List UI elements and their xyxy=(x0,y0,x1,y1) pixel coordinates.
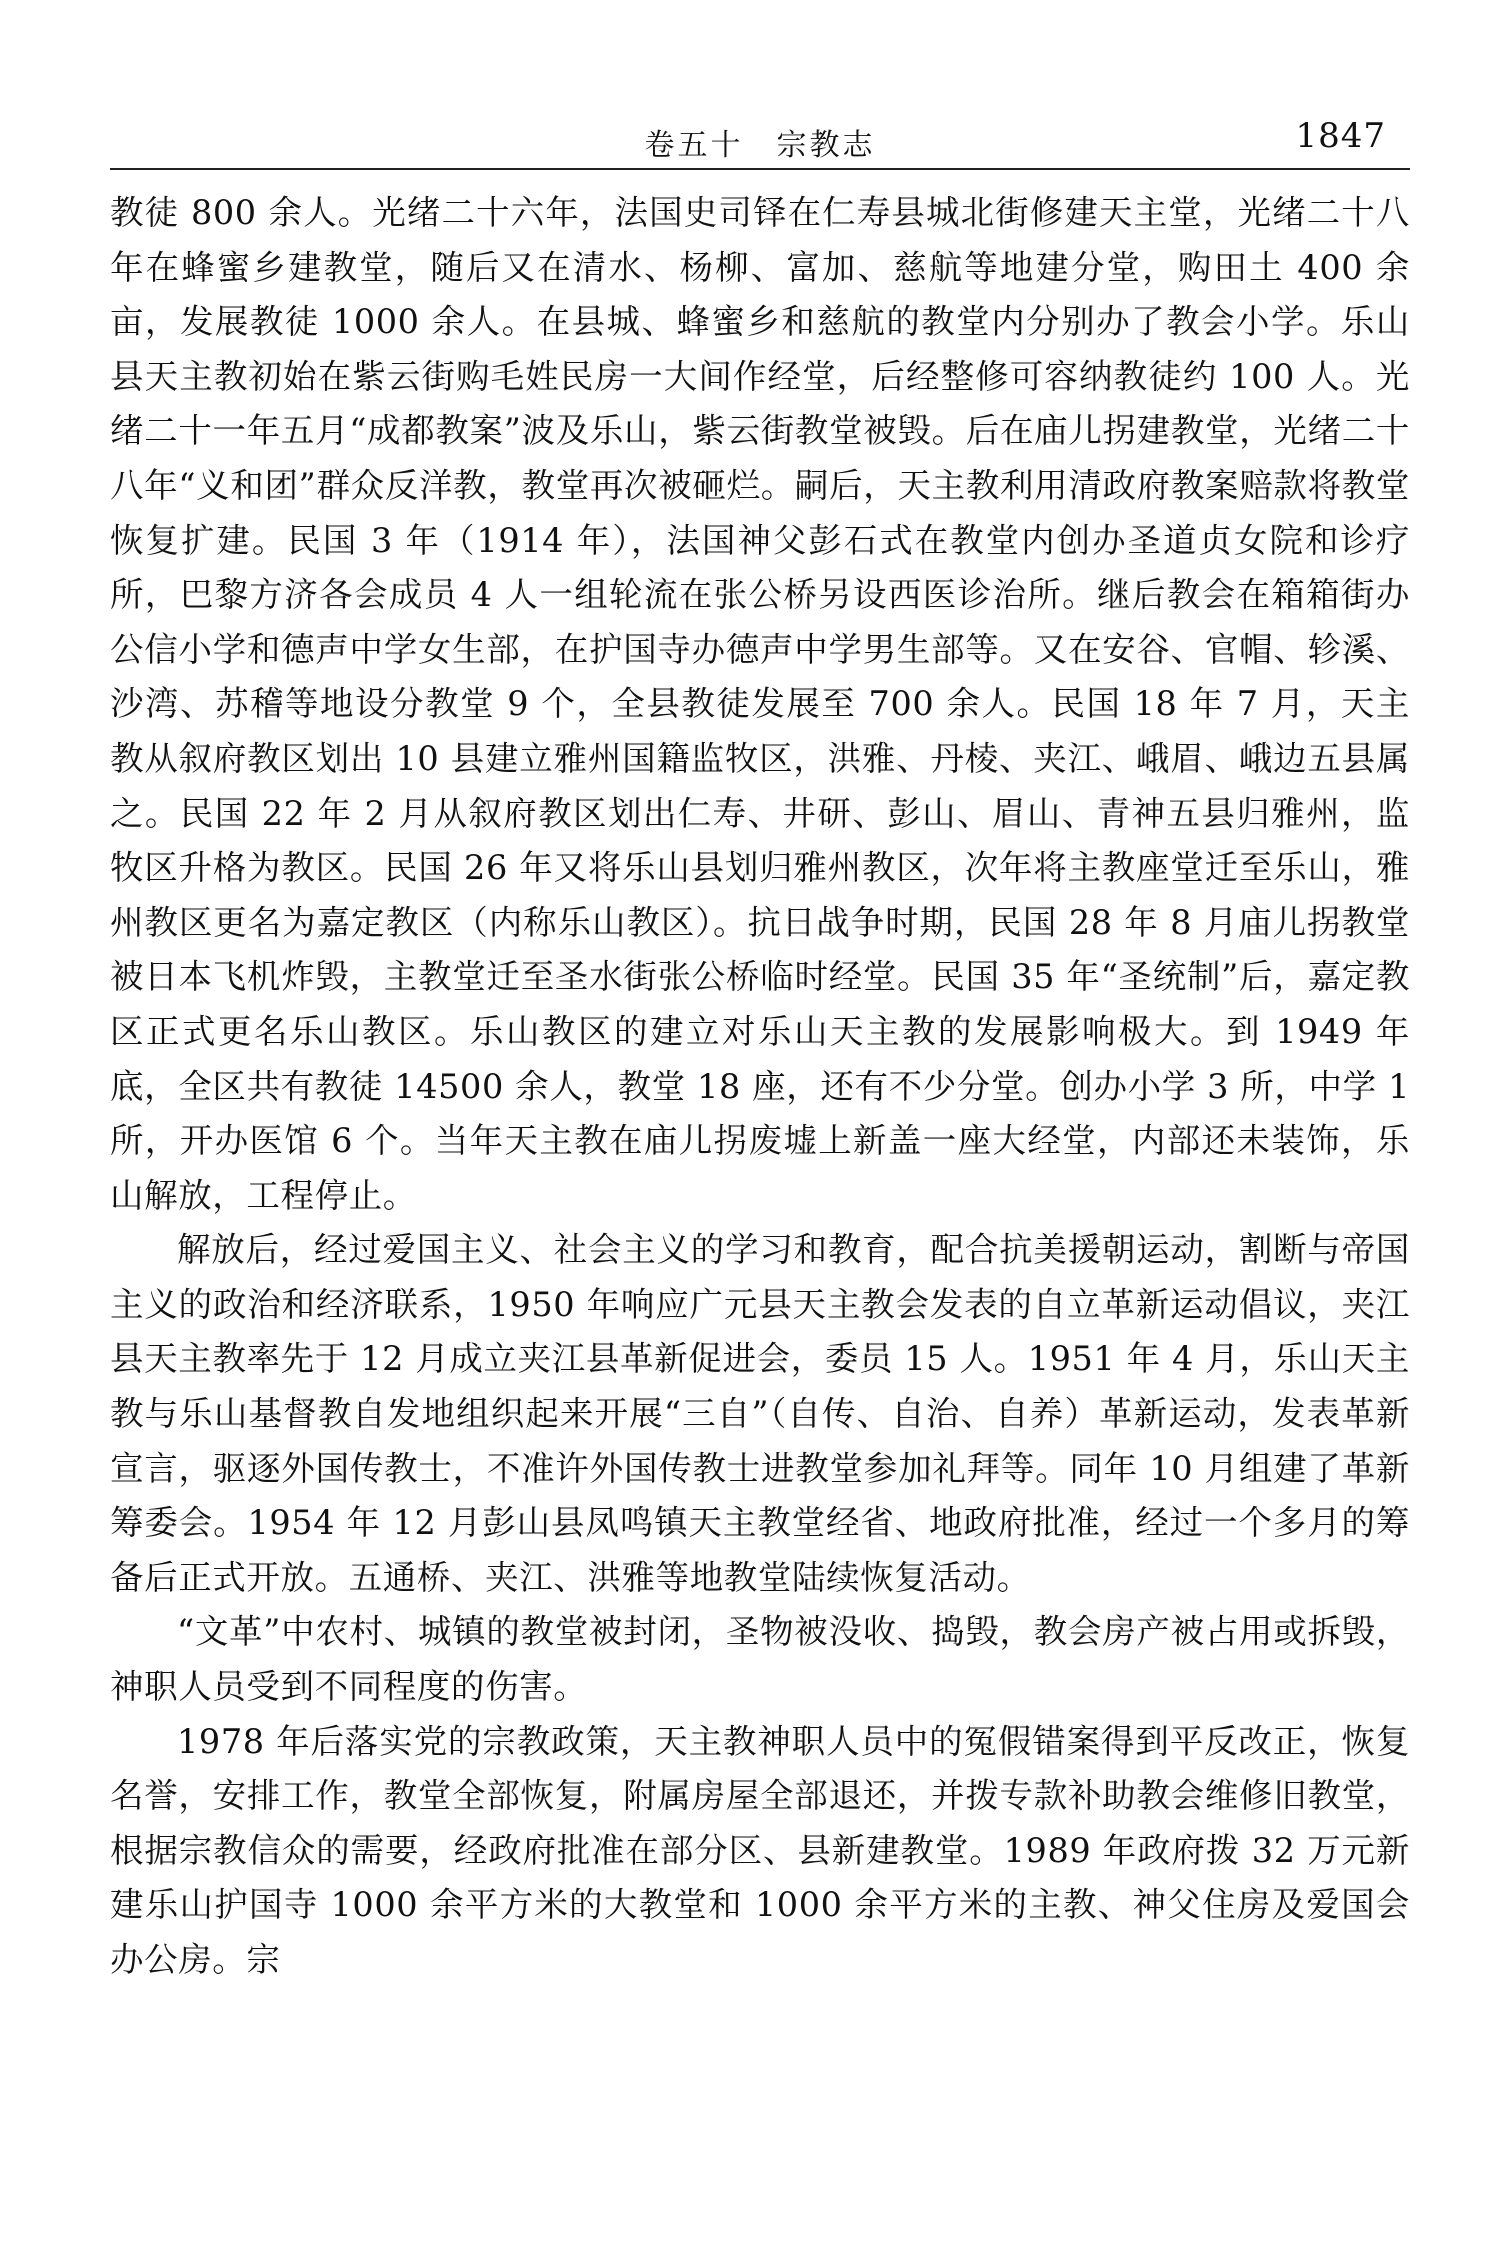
running-header xyxy=(110,112,1410,168)
paragraph-continuation: 教徒 800 余人。光绪二十六年，法国史司铎在仁寿县城北街修建天主堂，光绪二十八年在蜂蜜乡建教堂，随后又在清水、杨柳、富加、慈航等地建分堂，购田土 400 余亩，发展教徒 1000 余人。在县城、蜂蜜乡和慈航的教堂内分别办了教会小学。乐山县天主教初始在紫云街购毛姓民房一大间作经堂，后经整修可容纳教徒约 100 人。光绪二十一年五月“成都教案”波及乐山，紫云街教堂被毁。后在庙儿拐建教堂，光绪二十八年“义和团”群众反洋教，教堂再次被砸烂。嗣后，天主教利用清政府教案赔款将教堂恢复扩建。民国 3 年（1914 年），法国神父彭石式在教堂内创办圣道贞女院和诊疗所，巴黎方济各会成员 4 人一组轮流在张公桥另设西医诊治所。继后教会在箱箱街办公信小学和德声中学女生部，在护国寺办德声中学男生部等。又在安谷、官帽、轸溪、沙湾、苏稽等地设分教堂 9 个，全县教徒发展至 700 余人。民国 18 年 7 月，天主教从叙府教区划出 10 县建立雅州国籍监牧区，洪雅、丹棱、夹江、峨眉、峨边五县属之。民国 22 年 2 月从叙府教区划出仁寿、井研、彭山、眉山、青神五县归雅州，监牧区升格为教区。民国 26 年又将乐山县划归雅州教区，次年将主教座堂迁至乐山，雅州教区更名为嘉定教区（内称乐山教区）。抗日战争时期，民国 28 年 8 月庙儿拐教堂被日本飞机炸毁，主教堂迁至圣水街张公桥临时经堂。民国 35 年“圣统制”后，嘉定教区正式更名乐山教区。乐山教区的建立对乐山天主教的发展影响极大。到 1949 年底，全区共有教徒 14500 余人，教堂 18 座，还有不少分堂。创办小学 3 所，中学 1 所，开办医馆 6 个。当年天主教在庙儿拐废墟上新盖一座大经堂，内部还未装饰，乐山解放，工程停止。 xyxy=(110,193,1410,1215)
body-text xyxy=(110,186,1410,1988)
chapter-title: 卷五十 宗教志 xyxy=(644,128,876,163)
header-rule xyxy=(110,168,1410,170)
paragraph-after-liberation: 解放后，经过爱国主义、社会主义的学习和教育，配合抗美援朝运动，割断与帝国主义的政治和经济联系，1950 年响应广元县天主教会发表的自立革新运动倡议，夹江县天主教率先于 12 月成立夹江县革新促进会，委员 15 人。1951 年 4 月，乐山天主教与乐山基督教自发地组织起来开展“三自”（自传、自治、自养）革新运动，发表革新宣言，驱逐外国传教士，不准许外国传教士进教堂参加礼拜等。同年 10 月组建了革新筹委会。1954 年 12 月彭山县凤鸣镇天主教堂经省、地政府批准，经过一个多月的筹备后正式开放。五通桥、夹江、洪雅等地教堂陆续恢复活动。 xyxy=(110,1230,1410,1597)
page-number: 1847 xyxy=(1295,116,1386,156)
paragraph-1978-policy: 1978 年后落实党的宗教政策，天主教神职人员中的冤假错案得到平反改正，恢复名誉，安排工作，教堂全部恢复，附属房屋全部退还，并拨专款补助教会维修旧教堂，根据宗教信众的需要，经政府批准在部分区、县新建教堂。1989 年政府拨 32 万元新建乐山护国寺 1000 余平方米的大教堂和 1000 余平方米的主教、神父住房及爱国会办公房。宗 xyxy=(110,1721,1410,1979)
paragraph-cultural-revolution: “文革”中农村、城镇的教堂被封闭，圣物被没收、捣毁，教会房产被占用或拆毁，神职人员受到不同程度的伤害。 xyxy=(110,1612,1410,1707)
